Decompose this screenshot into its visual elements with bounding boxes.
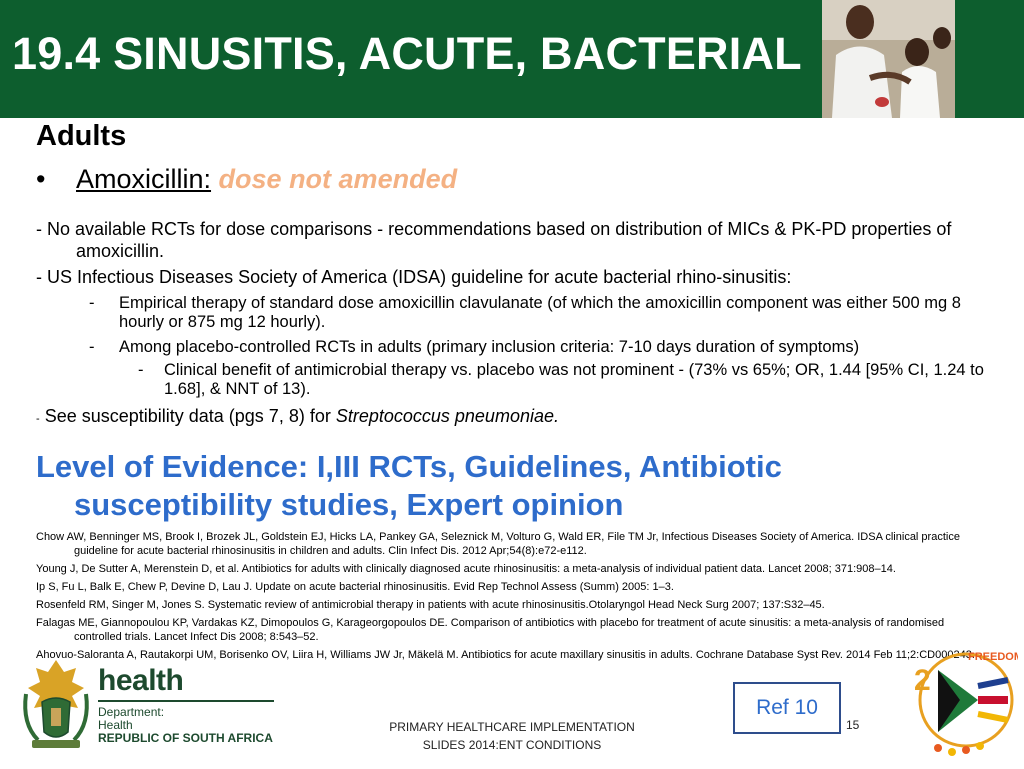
evidence-line-2: susceptibility studies, Expert opinion — [74, 487, 624, 522]
level-of-evidence — [36, 448, 996, 524]
reference-list — [36, 530, 986, 666]
ref-label: Ref 10 — [756, 696, 818, 719]
sub-point-text: Among placebo-controlled RCTs in adults (primary inclusion criteria: 7-10 days duration of symptoms) — [119, 338, 860, 356]
bullet-icon: • — [36, 164, 46, 194]
dose-note: dose not amended — [218, 164, 458, 194]
sub-point-text: Empirical therapy of standard dose amoxicillin clavulanate (of which the amoxicillin component was either 500 mg 8 hourly or 875 mg 12 hourly). — [119, 294, 961, 331]
section-heading: Adults — [36, 120, 127, 152]
department-country: REPUBLIC OF SOUTH AFRICA — [98, 731, 273, 745]
reference-item: Ip S, Fu L, Balk E, Chew P, Devine D, Lau J. Update on acute bacterial rhinosinusitis. Evid Rep Technol Assess (Summ) 2005: 1–3. — [36, 581, 674, 593]
department-line: Health — [98, 718, 133, 732]
header-photo — [822, 0, 955, 118]
dash-marker: - — [89, 338, 95, 356]
dash-marker: - — [89, 294, 95, 312]
department-label — [98, 706, 273, 745]
point-rcts: - No available RCTs for dose comparisons - recommendations based on distribution of MICs & PK-PD properties of amoxicillin. — [36, 219, 952, 261]
coat-of-arms-icon — [18, 654, 94, 754]
footer-line-2: SLIDES 2014:ENT CONDITIONS — [422, 738, 602, 752]
freedom-logo-icon — [908, 640, 1018, 764]
freedom-text: FREEDOM — [968, 651, 1018, 663]
slide-title: 19.4 SINUSITIS, ACUTE, BACTERIAL — [12, 28, 802, 79]
small-dash: - — [36, 413, 40, 425]
drug-name: Amoxicillin: — [76, 164, 212, 194]
title-banner — [0, 0, 1024, 118]
sub-point-empirical — [89, 294, 989, 332]
dash-marker: - — [138, 361, 144, 379]
drug-bullet — [36, 164, 457, 195]
reference-item: Falagas ME, Giannopoulou KP, Vardakas KZ, Dimopoulos G, Karageorgopoulos DE. Comparison of antibiotics with placebo for treatment of acute sinusitis: a meta-analysis of randomised controlled trials. Lancet Infect Dis 2008; 8:543–52. — [36, 617, 945, 643]
evidence-line-1: Level of Evidence: I,III RCTs, Guidelines, Antibiotic — [36, 449, 782, 484]
reference-item: Young J, De Sutter A, Merenstein D, et al. Antibiotics for adults with clinically diagnosed acute rhinosinusitis: a meta-analysis of individual patient data. Lancet 2008; 371:908–14. — [36, 563, 896, 575]
svg-text:2: 2 — [914, 664, 931, 697]
reference-item: Rosenfeld RM, Singer M, Jones S. Systematic review of antimicrobial therapy in patients with acute rhinosinusitis.Otolaryngol Head Neck Surg 2007; 137:S32–45. — [36, 599, 825, 611]
sub-point-placebo — [89, 338, 989, 357]
department-divider — [98, 700, 274, 702]
health-wordmark: health — [98, 664, 184, 697]
department-line: Department: — [98, 705, 165, 719]
reference-label-box — [733, 682, 841, 734]
page-number: 15 — [846, 718, 860, 732]
susceptibility-text: See susceptibility data (pgs 7, 8) for — [44, 406, 336, 426]
reference-item: Chow AW, Benninger MS, Brook I, Brozek JL, Goldstein EJ, Hicks LA, Pankey GA, Seleznick M, Volturo G, Wald ER, File TM Jr, Infectious Diseases Society of America. IDSA clinical practice guideline for acute bacterial rhinosinusitis in children and adults. Clin Infect Dis. 2012 Apr;54(8):e72-e112. — [36, 531, 960, 557]
sub-sub-point-benefit — [138, 361, 989, 399]
point-idsa: - US Infectious Diseases Society of America (IDSA) guideline for acute bacterial rhino-sinusitis: — [36, 267, 792, 287]
footer-line-1: PRIMARY HEALTHCARE IMPLEMENTATION — [389, 720, 635, 734]
species-name: Streptococcus pneumoniae. — [335, 406, 559, 426]
point-susceptibility — [36, 405, 996, 430]
sub-point-text: Clinical benefit of antimicrobial therapy vs. placebo was not prominent - (73% vs 65%; OR, 1.44 [95% CI, 1.24 to 1.68], & NNT of 13). — [164, 361, 984, 398]
footer-caption — [380, 718, 644, 754]
reference-item: Ahovuo-Saloranta A, Rautakorpi UM, Borisenko OV, Liira H, Williams JW Jr, Mäkelä M. Antibiotics for acute maxillary sinusitis in adults. Cochrane Database Syst Rev. 2014 Feb 11;2:CD000243. — [36, 649, 975, 661]
